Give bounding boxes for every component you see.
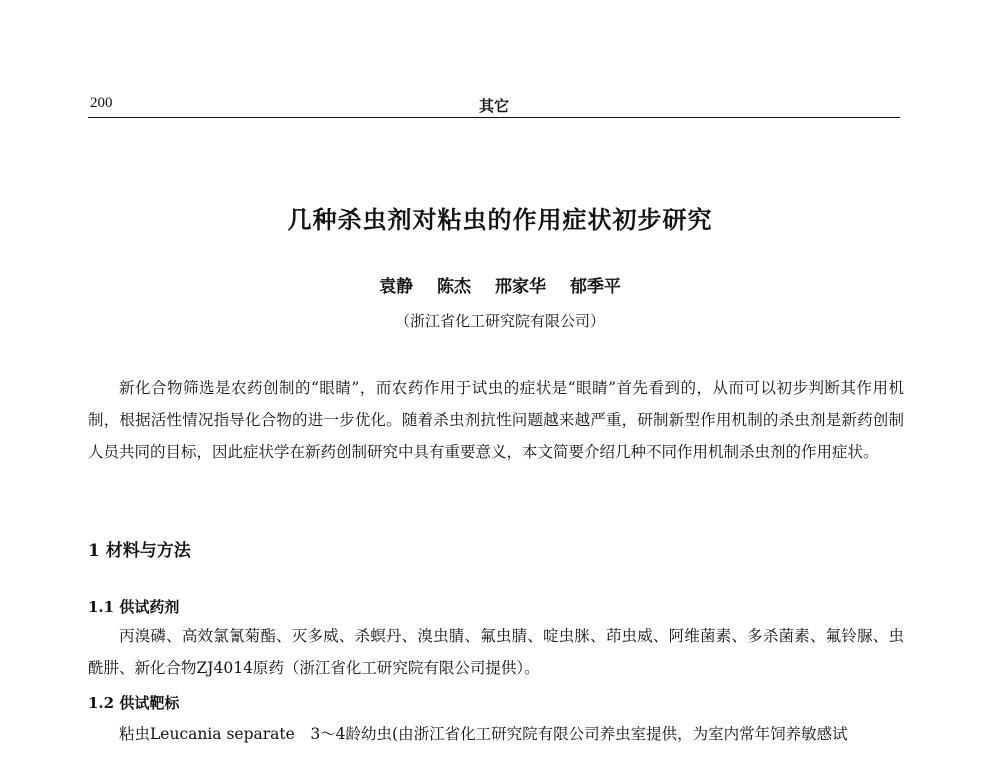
subsection-heading-test-agents: 1.1 供试药剂 — [88, 598, 180, 616]
header-rule — [88, 117, 900, 118]
author-name: 邢家华 — [494, 277, 546, 297]
test-agents-paragraph: 丙溴磷、高效氯氰菊酯、灭多威、杀螟丹、溴虫腈、氟虫腈、啶虫脒、茚虫威、阿维菌素、多杀菌素、氟铃脲、虫酰肼、新化合物ZJ4014原药（浙江省化工研究院有限公司提供）。 — [88, 627, 904, 677]
section-label: 其它 — [478, 97, 509, 115]
subsection-heading-test-targets: 1.2 供试靶标 — [88, 694, 180, 712]
test-targets-paragraph: 粘虫Leucania separate 3～4龄幼虫(由浙江省化工研究院有限公司养虫室提供，为室内常年饲养敏感试 — [119, 725, 848, 743]
affiliation: （浙江省化工研究院有限公司） — [394, 312, 605, 330]
page-number: 200 — [90, 95, 113, 111]
author-name: 陈杰 — [437, 277, 472, 297]
author-name: 郁季平 — [569, 277, 621, 297]
article-title: 几种杀虫剂对粘虫的作用症状初步研究 — [287, 205, 713, 234]
author-name: 袁静 — [379, 277, 414, 297]
intro-paragraph: 新化合物筛选是农药创制的“眼睛”，而农药作用于试虫的症状是“眼睛”首先看到的，从而可以初步判断其作用机制，根据活性情况指导化合物的进一步优化。随着杀虫剂抗性问题越来越严重，研制新型作用机制的杀虫剂是新药创制人员共同的目标，因此症状学在新药创制研究中具有重要意义，本文简要介绍几种不同作用机制杀虫剂的作用症状。 — [88, 379, 904, 461]
author-list — [0, 272, 1000, 297]
running-header — [88, 95, 900, 119]
section-heading-materials-methods: 1 材料与方法 — [88, 541, 191, 561]
